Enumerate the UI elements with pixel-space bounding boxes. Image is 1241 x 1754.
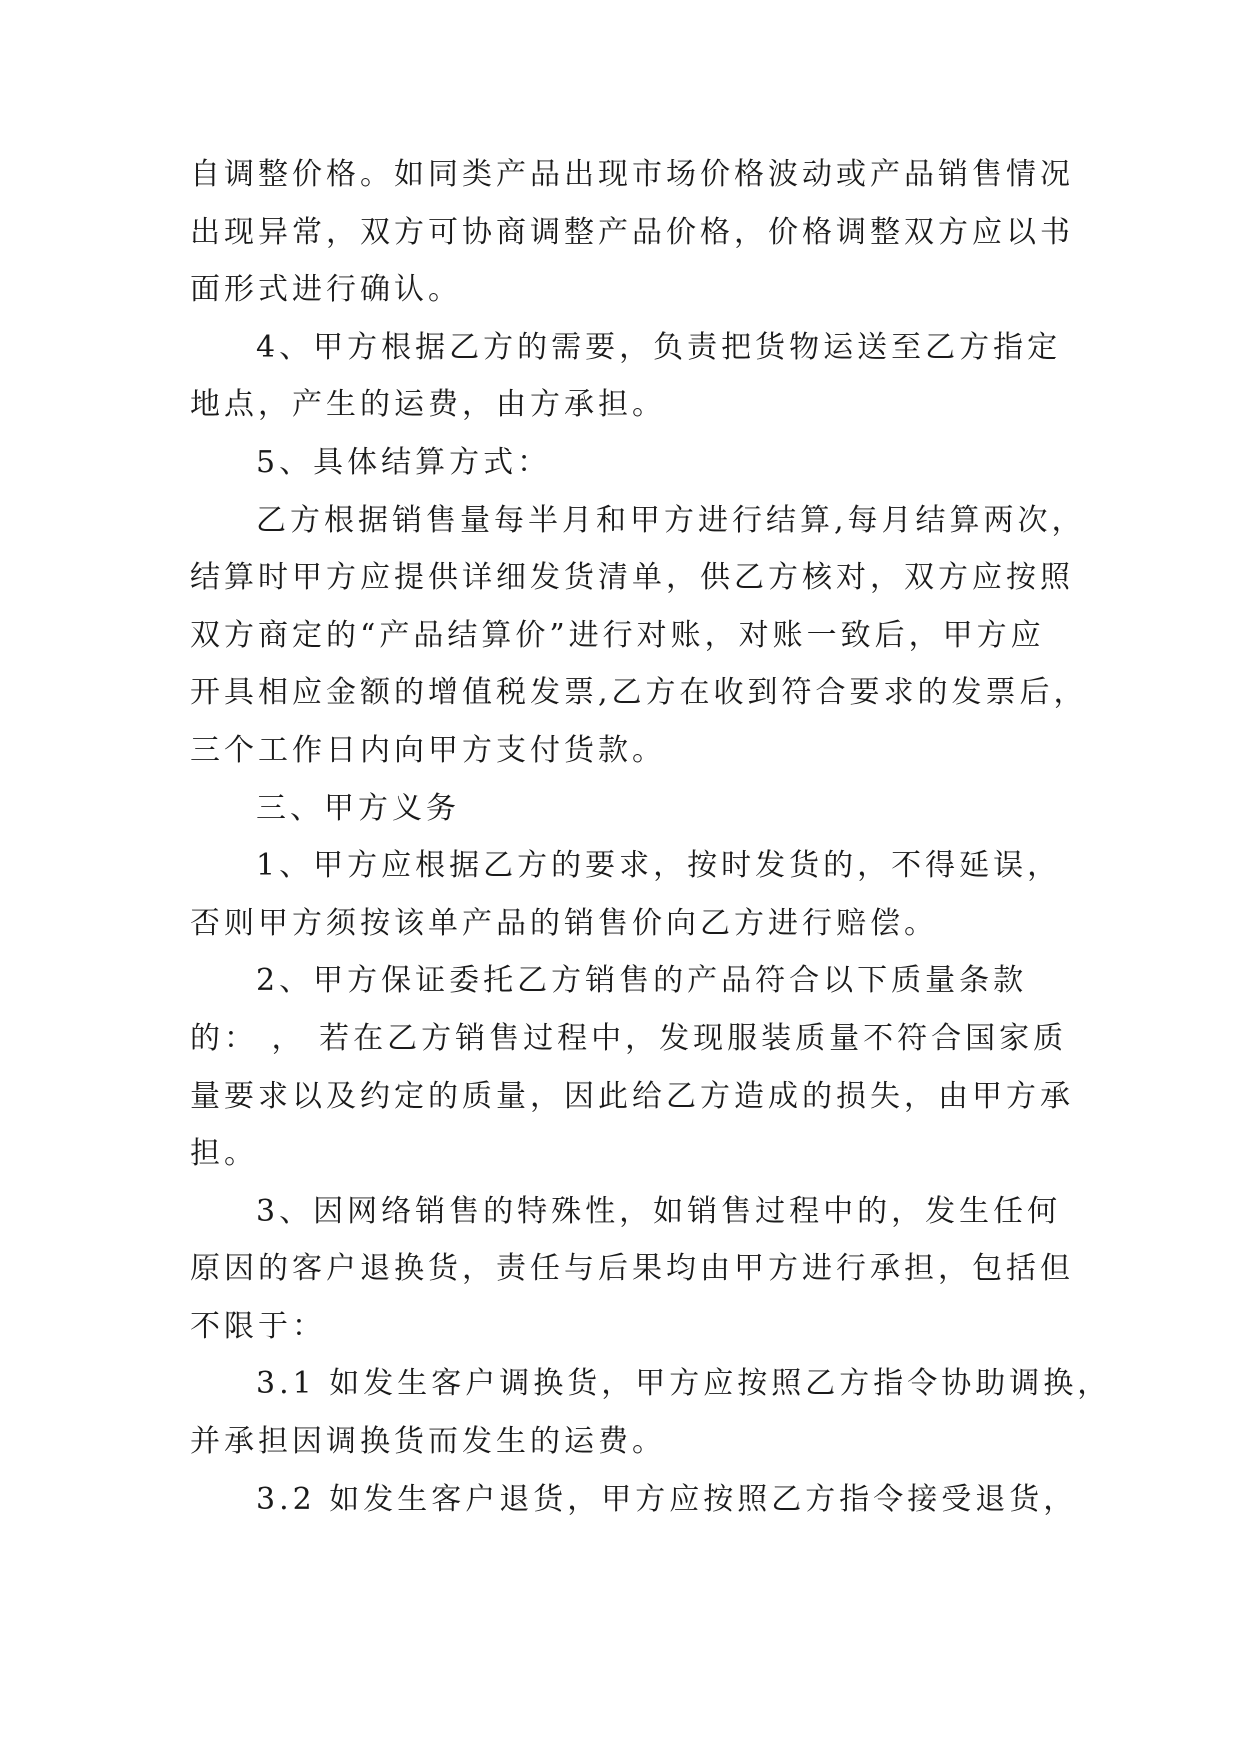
text-line: 双方商定的“产品结算价”进行对账，对账一致后，甲方应 [190,617,1045,653]
contract-text [190,157,1112,1542]
text-line: 原因的客户退换货，责任与后果均由甲方进行承担，包括但 [190,1251,1074,1287]
text-line: 1、甲方应根据乙方的要求，按时发货的，不得延误， [256,848,1062,884]
text-line: 3、因网络销售的特殊性，如销售过程中的，发生任何 [256,1193,1062,1229]
text-line: 面形式进行确认。 [190,272,462,308]
text-line: 不限于： [190,1308,326,1344]
text-line: 开具相应金额的增值税发票,乙方在收到符合要求的发票后， [190,675,1088,711]
text-line: 3.2 如发生客户退货，甲方应按照乙方指令接受退货， [256,1481,1078,1517]
text-line: 三个工作日内向甲方支付货款。 [190,732,666,768]
text-line: 担。 [190,1136,258,1172]
text-line: 5、具体结算方式： [256,444,552,480]
text-line: 地点，产生的运费，由方承担。 [190,387,666,423]
text-line: 4、甲方根据乙方的需要，负责把货物运送至乙方指定 [256,329,1062,365]
text-line: 的： ， 若在乙方销售过程中，发现服装质量不符合国家质 [190,1020,1068,1056]
text-line: 自调整价格。如同类产品出现市场价格波动或产品销售情况 [190,157,1074,192]
text-line: 并承担因调换货而发生的运费。 [190,1424,666,1460]
text-line: 3.1 如发生客户调换货，甲方应按照乙方指令协助调换， [256,1366,1112,1402]
text-line: 出现异常，双方可协商调整产品价格，价格调整双方应以书 [190,214,1074,250]
text-line: 2、甲方保证委托乙方销售的产品符合以下质量条款 [256,963,1028,999]
text-line: 否则甲方须按该单产品的销售价向乙方进行赔偿。 [190,905,938,941]
text-line: 乙方根据销售量每半月和甲方进行结算,每月结算两次， [256,502,1086,538]
text-line: 三、甲方义务 [256,790,460,826]
text-line: 结算时甲方应提供详细发货清单，供乙方核对，双方应按照 [190,560,1074,596]
text-line: 量要求以及约定的质量，因此给乙方造成的损失，由甲方承 [190,1078,1074,1114]
